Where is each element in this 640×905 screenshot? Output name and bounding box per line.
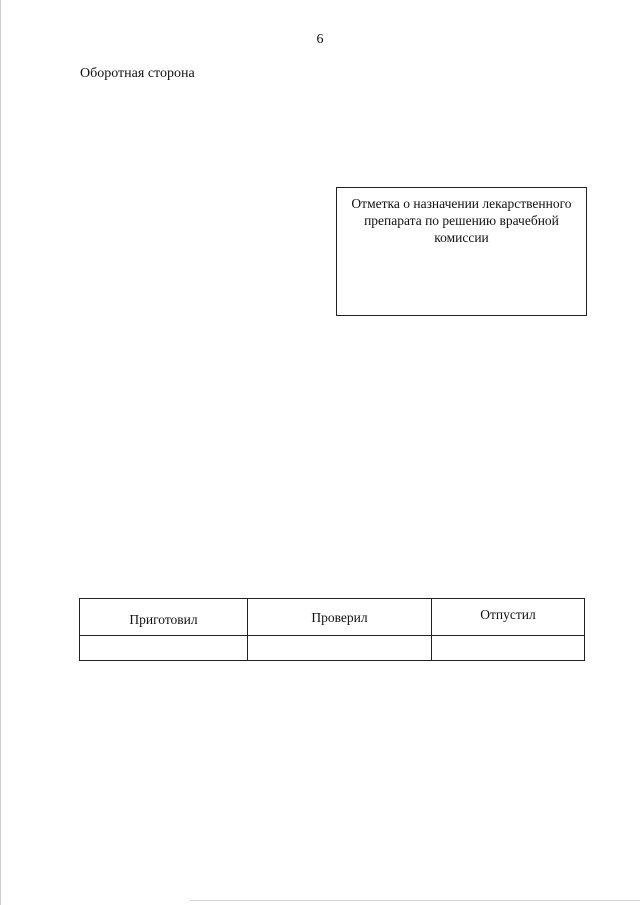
- mark-box-title-line: Отметка о назначении лекарственного: [351, 196, 572, 211]
- prepared-by-signature-cell: [80, 636, 248, 661]
- dispensed-by-header: Отпустил: [432, 599, 585, 636]
- prepared-by-header: Приготовил: [80, 599, 248, 636]
- signature-table-header-row: [80, 599, 585, 636]
- checked-by-header: Проверил: [248, 599, 432, 636]
- page-side-label: Оборотная сторона: [80, 66, 195, 81]
- page-number: 6: [316, 32, 324, 47]
- signature-table-blank-row: [80, 636, 585, 661]
- checked-by-signature-cell: [248, 636, 432, 661]
- signature-table: [79, 598, 585, 661]
- scan-edge: [0, 0, 1, 905]
- scan-edge: [190, 900, 640, 901]
- prescription-mark-box: [336, 187, 587, 316]
- dispensed-by-signature-cell: [432, 636, 585, 661]
- mark-box-title-line: препарата по решению врачебной комиссии: [364, 213, 559, 245]
